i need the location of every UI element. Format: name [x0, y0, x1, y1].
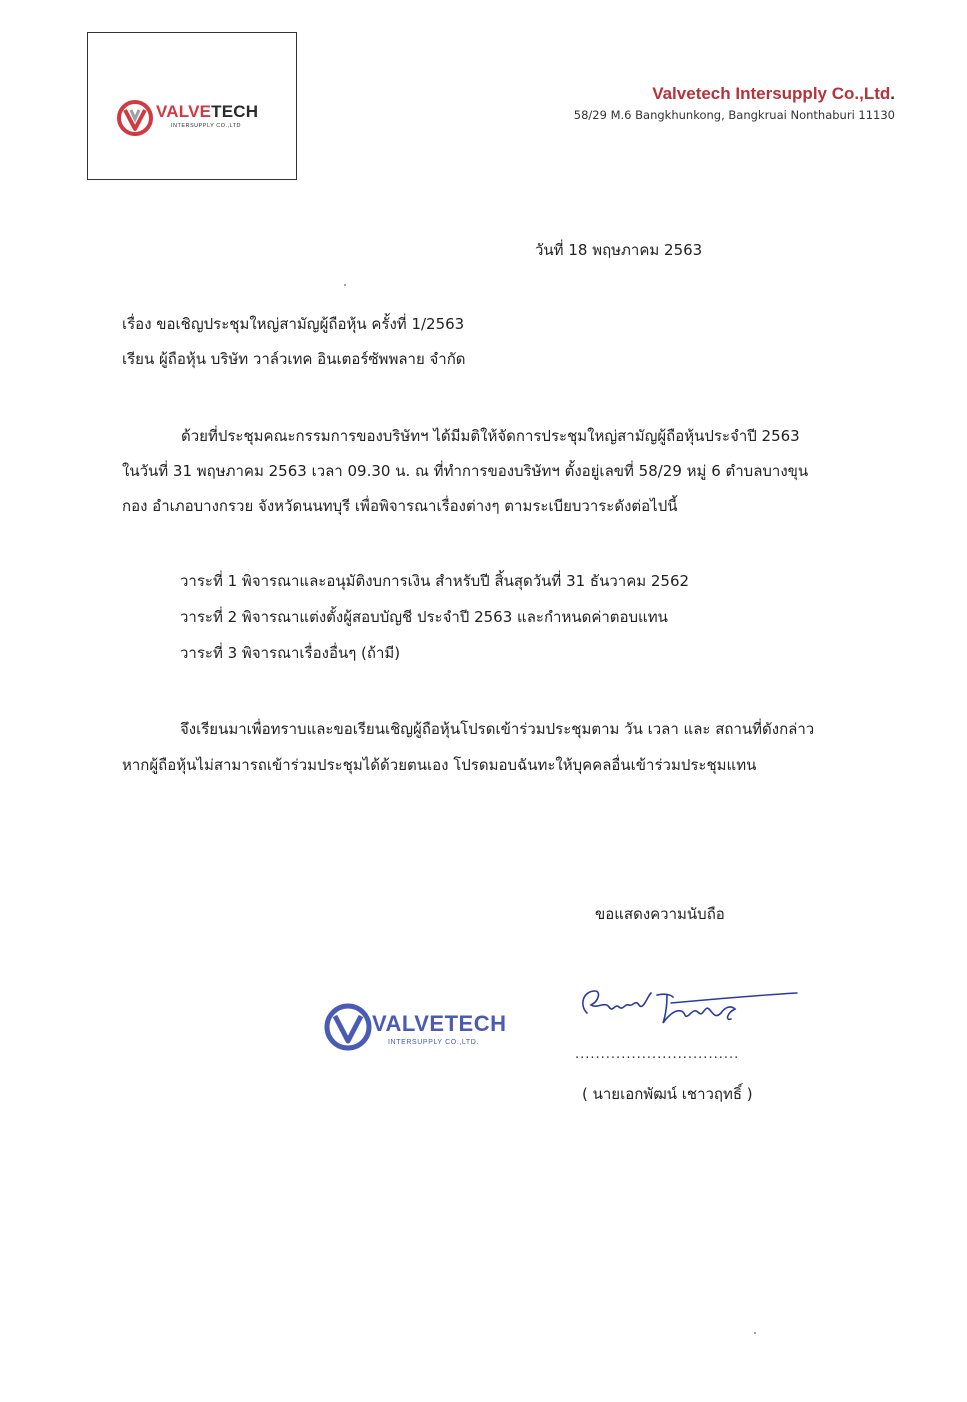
company-stamp — [322, 999, 522, 1055]
stamp-tagline: INTERSUPPLY CO.,LTD. — [388, 1039, 479, 1046]
closing-line: จึงเรียนมาเพื่อทราบและขอเรียนเชิญผู้ถือหุ้นโปรดเข้าร่วมประชุมตาม วัน เวลา และ สถานที่ดังกล่าว — [180, 720, 815, 738]
company-address: 58/29 M.6 Bangkhunkong, Bangkruai Nonthaburi 11130 — [573, 108, 895, 122]
agenda-item: วาระที่ 1 พิจารณาและอนุมัติงบการเงิน สำหรับปี สิ้นสุดวันที่ 31 ธันวาคม 2562 — [180, 572, 690, 590]
handwritten-signature — [575, 983, 800, 1033]
regards-text: ขอแสดงความนับถือ — [595, 905, 725, 923]
body-line: ด้วยที่ประชุมคณะกรรมการของบริษัทฯ ได้มีมติให้จัดการประชุมใหญ่สามัญผู้ถือหุ้นประจำปี 2563 — [181, 427, 800, 445]
letter-recipient: เรียน ผู้ถือหุ้น บริษัท วาล์วเทค อินเตอร์ซัพพลาย จำกัด — [122, 350, 466, 368]
header-logo-box — [87, 32, 297, 180]
valvetech-logo-icon — [116, 99, 156, 139]
scan-speck — [754, 1332, 756, 1334]
agenda-item: วาระที่ 3 พิจารณาเรื่องอื่นๆ (ถ้ามี) — [180, 644, 401, 662]
body-line: ในวันที่ 31 พฤษภาคม 2563 เวลา 09.30 น. ณ ที่ทำการของบริษัทฯ ตั้งอยู่เลขที่ 58/29 หมู่ 6 ตำบลบางขุน — [122, 462, 809, 480]
scan-speck — [344, 284, 346, 286]
closing-line: หากผู้ถือหุ้นไม่สามารถเข้าร่วมประชุมได้ด้วยตนเอง โปรดมอบฉันทะให้บุคคลอื่นเข้าร่วมประชุมแทน — [122, 756, 757, 774]
stamp-logo-icon — [322, 1001, 374, 1053]
company-logo — [116, 99, 286, 139]
signature-line: ................................ — [575, 1047, 740, 1062]
logo-tagline: INTERSUPPLY CO.,LTD — [171, 123, 242, 129]
agenda-item: วาระที่ 2 พิจารณาแต่งตั้งผู้สอบบัญชี ประจำปี 2563 และกำหนดค่าตอบแทน — [180, 608, 668, 626]
body-line: กอง อำเภอบางกรวย จังหวัดนนทบุรี เพื่อพิจารณาเรื่องต่างๆ ตามระเบียบวาระดังต่อไปนี้ — [122, 497, 678, 515]
letter-subject: เรื่อง ขอเชิญประชุมใหญ่สามัญผู้ถือหุ้น ครั้งที่ 1/2563 — [122, 315, 465, 333]
signatory-name: ( นายเอกพัฒน์ เชาวฤทธิ์ ) — [582, 1085, 753, 1103]
letter-date: วันที่ 18 พฤษภาคม 2563 — [535, 241, 703, 259]
stamp-wordmark: VALVETECH — [372, 1011, 507, 1036]
company-name: Valvetech Intersupply Co.,Ltd. — [652, 84, 895, 103]
logo-wordmark: VALVETECH — [156, 102, 259, 121]
